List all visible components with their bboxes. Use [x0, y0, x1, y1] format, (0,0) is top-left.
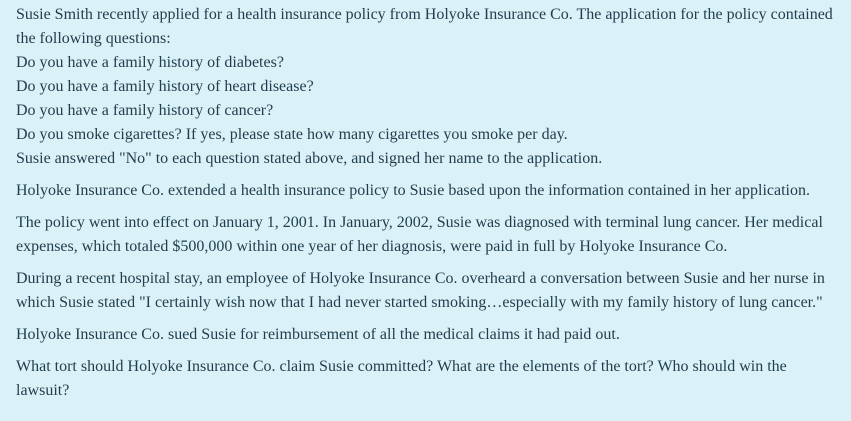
question-heart-disease: Do you have a family history of heart disease? [16, 78, 314, 95]
intro-text: Susie Smith recently applied for a health insurance policy from Holyoke Insurance Co. The application for the policy contained the following questions: [16, 6, 833, 47]
paragraph-policy-extended: Holyoke Insurance Co. extended a health insurance policy to Susie based upon the information contained in her application. [16, 182, 810, 199]
paragraph-diagnosis: The policy went into effect on January 1, 2001. In January, 2002, Susie was diagnosed with terminal lung cancer. Her medical expenses, which totaled $500,000 within one year of her diagnosis, were paid in full by Holyoke Insurance Co. [16, 214, 823, 255]
paragraph-lawsuit: Holyoke Insurance Co. sued Susie for reimbursement of all the medical claims it had paid out. [16, 326, 620, 343]
question-cancer: Do you have a family history of cancer? [16, 102, 274, 119]
answer-statement: Susie answered "No" to each question stated above, and signed her name to the application. [16, 150, 603, 167]
application-block [16, 3, 841, 171]
paragraph-overheard: During a recent hospital stay, an employee of Holyoke Insurance Co. overheard a conversation between Susie and her nurse in which Susie stated "I certainly wish now that I had never started smoking…especially with my family history of lung cancer." [16, 270, 825, 311]
question-diabetes: Do you have a family history of diabetes? [16, 54, 284, 71]
paragraph-questions: What tort should Holyoke Insurance Co. claim Susie committed? What are the elements of the tort? Who should win the lawsuit? [16, 358, 787, 399]
question-smoking: Do you smoke cigarettes? If yes, please state how many cigarettes you smoke per day. [16, 126, 568, 143]
